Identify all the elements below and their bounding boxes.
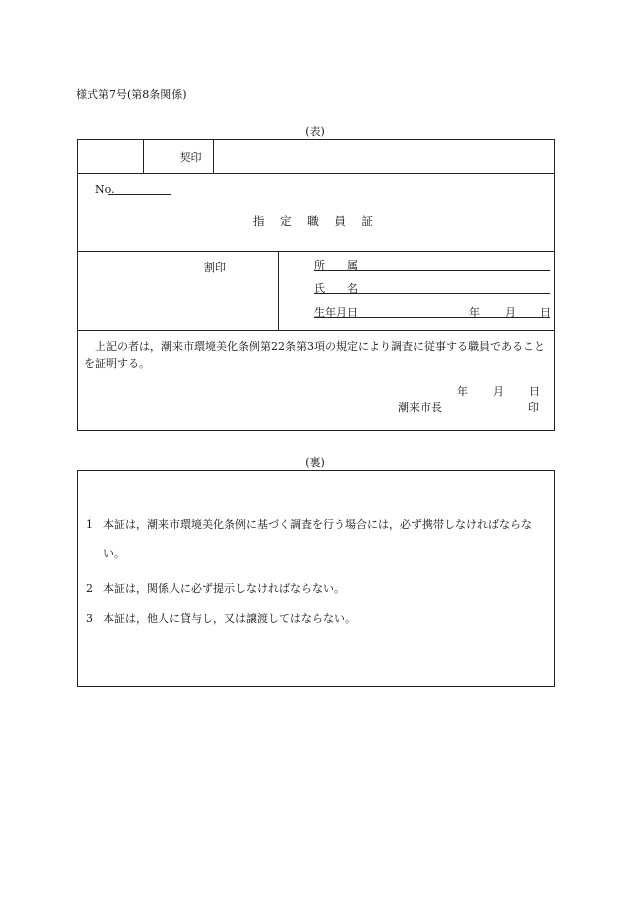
affiliation-label: 所 属 [314, 259, 358, 272]
birth-day-label: 日 [540, 306, 551, 319]
birthdate-label: 生年月日 [314, 306, 358, 319]
seal-label: 契印 [179, 151, 202, 164]
divider [143, 140, 144, 173]
front-side-label: (表) [305, 125, 325, 138]
divider [278, 251, 279, 330]
name-label: 氏 名 [314, 282, 358, 295]
id-card-front [77, 139, 555, 431]
affiliation-line [314, 270, 550, 271]
card-title: 指 定 職 員 証 [252, 214, 380, 228]
issuer-name: 潮来市長 [398, 401, 442, 414]
issue-year-label: 年 [457, 385, 468, 398]
divider [78, 330, 554, 331]
issuer-seal-label: 印 [528, 401, 539, 414]
divider [78, 173, 554, 174]
rule-text: 本証は，他人に貸与し，又は譲渡してはならない。 [103, 612, 356, 625]
rule-text: 本証は，関係人に必ず提示しなければならない。 [103, 582, 345, 595]
birthdate-line [314, 317, 550, 318]
issue-day-label: 日 [529, 385, 540, 398]
rule-number: 1 [86, 518, 93, 531]
rule-item [86, 516, 554, 568]
birth-month-label: 月 [505, 306, 516, 319]
divider [78, 251, 554, 252]
birth-year-label: 年 [469, 306, 480, 319]
back-side-label: (裏) [305, 456, 325, 469]
rule-number: 2 [86, 582, 93, 595]
rule-text: 本証は，潮来市環境美化条例に基づく調査を行う場合には，必ず携帯しなければならない。 [103, 518, 532, 560]
issue-month-label: 月 [493, 385, 504, 398]
number-blank-line [108, 194, 171, 195]
rule-item [86, 610, 554, 627]
name-line [314, 293, 550, 294]
certification-text: 上記の者は，潮来市環境美化条例第22条第3項の規定により調査に従事する職員であることを証明する。 [84, 340, 545, 370]
id-card-back [77, 470, 555, 687]
rule-number: 3 [86, 612, 93, 625]
form-number: 様式第7号(第8条関係) [76, 88, 187, 101]
rule-item [86, 580, 554, 597]
tally-seal-label: 割印 [204, 261, 226, 274]
number-label: No. [95, 183, 115, 196]
